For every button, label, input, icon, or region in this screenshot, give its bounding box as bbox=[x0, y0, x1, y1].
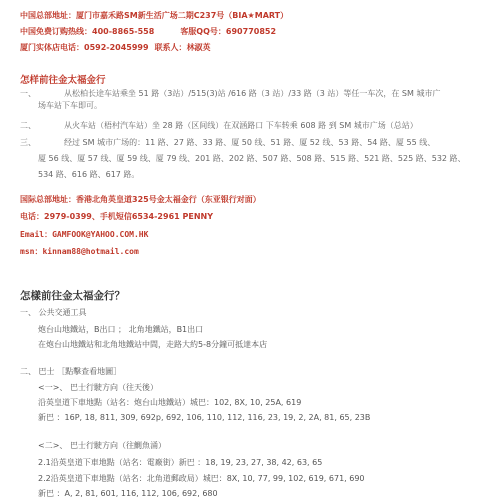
bus-group1-xinba: 新巴 ：16P, 18, 811, 309, 692p, 692, 106, 110, 112, 116, 23, 19, 2, 2A, 81, 65, 23B bbox=[38, 413, 371, 422]
bus-group2-stop1: 2.1沿英皇道下車地點（站名：電廠街）新巴 ：18, 19, 23, 27, 38, 42, 63, 65 bbox=[38, 458, 323, 467]
hk-section-title: 怎樣前往金太福金行？ bbox=[20, 290, 125, 302]
contact-value: 林淑英 bbox=[186, 43, 211, 52]
hq-address-line bbox=[20, 11, 288, 21]
item-text: 厦 56 线、厦 57 线、厦 59 线、厦 79 线、201 路、202 路、507 路、508 路、515 路、521 路、525 路、532 路、 bbox=[38, 154, 466, 163]
transport-heading: 一、 公共交通工具 bbox=[20, 308, 87, 317]
xiamen-item-3 bbox=[20, 138, 435, 148]
intl-phone-line: 电话：2979-0399、手机短信6534-2961 PENNY bbox=[20, 212, 213, 221]
item-number: 一、 bbox=[20, 89, 36, 98]
bus-group2-xinba: 新巴 ：A, 2, 81, 601, 116, 112, 106, 692, 680 bbox=[38, 489, 218, 498]
hq-address-label: 中国总部地址： bbox=[20, 11, 76, 20]
item-text: 经过 SM 城市广场的：11 路、27 路、33 路、厦 50 线、51 路、厦 52 线、53 路、54 路、厦 55 线、 bbox=[64, 138, 436, 147]
bus-heading: 二、 巴士 ［點擊查看地圖］ bbox=[20, 367, 122, 376]
msn-link[interactable]: msn：kinnam88@hotmail.com bbox=[20, 247, 139, 256]
store-phone-label: 厦门实体店电话： bbox=[20, 43, 84, 52]
bus-group1-title: <一>、 巴士行駛方向（往天後） bbox=[38, 383, 158, 392]
item-number: 二、 bbox=[20, 121, 36, 130]
intl-address-value: 香港北角英皇道325号金太福金行（东亚银行对面） bbox=[76, 195, 261, 204]
intl-address-label: 国际总部地址： bbox=[20, 195, 76, 204]
item-text: 从火车站（梧村汽车站）坐 28 路（区间线）在双涵路口 下车转乘 608 路 到 SM 城市广场（总站） bbox=[64, 121, 418, 130]
store-phone-value: 0592-2045999 bbox=[84, 43, 149, 52]
bus-group1-stop: 沿英皇道下車地點（站名：炮台山地鐵站）城巴：102, 8X, 10, 25A, 619 bbox=[38, 398, 302, 407]
bus-group2-title: <二>、 巴士行駛方向（往鰂魚涌） bbox=[38, 441, 166, 450]
xiamen-item-1-cont bbox=[38, 101, 102, 111]
hotline-line bbox=[20, 27, 276, 37]
qq-value: 690770852 bbox=[225, 27, 277, 36]
item-number: 三、 bbox=[20, 138, 36, 147]
store-phone-line bbox=[20, 43, 211, 53]
mtr-walk: 在炮台山地鐵站和北角地鐵站中間，走路大約5-8分鐘可抵達本店 bbox=[38, 340, 268, 349]
xiamen-item-2 bbox=[20, 121, 418, 131]
hq-address-value: 厦门市嘉禾路SM新生活广场二期C237号（BIA★MART） bbox=[76, 11, 289, 20]
qq-label: 客服QQ号： bbox=[180, 27, 226, 36]
item-text: 从松柏长途车站乘坐 51 路（3站）/515(3)站 /616 路（3 站）/33 路（3 站）等任一车次，在 SM 城市广 bbox=[64, 89, 441, 98]
xiamen-item-3-cont2 bbox=[38, 170, 139, 180]
mtr-exits: 炮台山地鐵站，B出口 ； 北角地鐵站，B1出口 bbox=[38, 325, 204, 334]
xiamen-item-1 bbox=[20, 89, 440, 99]
hotline-label: 中国免费订购热线： bbox=[20, 27, 92, 36]
contact-label: 联系人： bbox=[154, 43, 187, 52]
item-text: 场车站下车即可。 bbox=[38, 101, 102, 110]
hotline-value: 400-8865-558 bbox=[92, 27, 155, 36]
intl-address-line bbox=[20, 195, 261, 205]
bus-group2-stop2: 2.2沿英皇道下車地點（站名：北角道郵政局）城巴：8X, 10, 77, 99, 102, 619, 671, 690 bbox=[38, 474, 365, 483]
xiamen-section-title: 怎样前往金太福金行 bbox=[20, 75, 106, 86]
xiamen-item-3-cont1 bbox=[38, 154, 466, 164]
item-text: 534 路、616 路、617 路。 bbox=[38, 170, 140, 179]
email-link[interactable]: Email：GAMFOOK@YAHOO.COM.HK bbox=[20, 230, 149, 239]
